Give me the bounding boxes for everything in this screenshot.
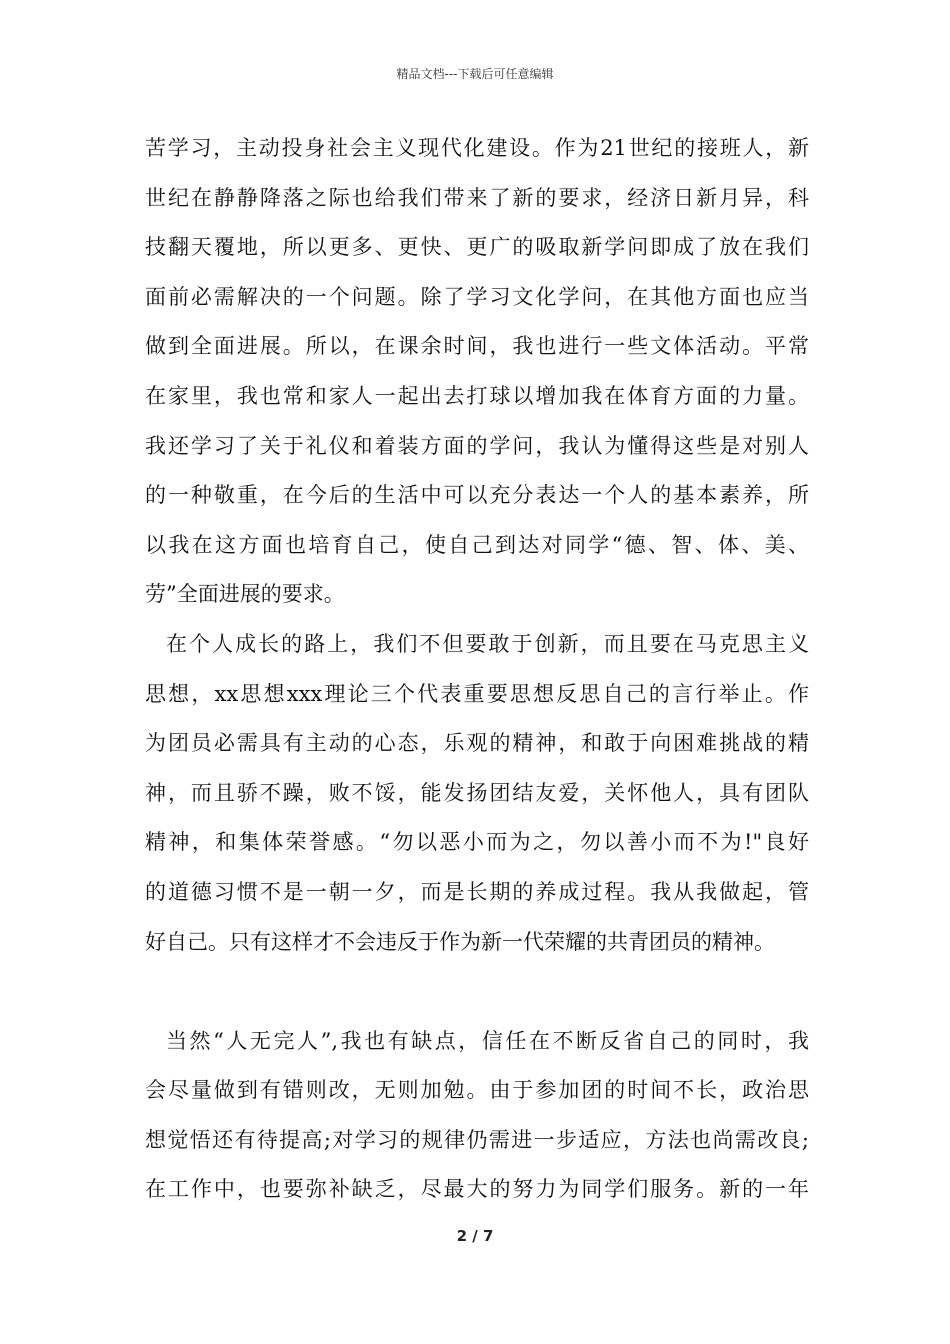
text-line: 面前必需解决的一个问题。除了学习文化学问，在其他方面也应当	[145, 284, 809, 309]
document-body	[145, 124, 809, 1215]
text-line: 当然“人无完人”,我也有缺点，信任在不断反省自己的同时，我	[166, 1028, 809, 1053]
page-number: 2 / 7	[456, 1227, 494, 1245]
paragraph	[145, 620, 809, 967]
text-line: 在家里，我也常和家人一起出去打球以增加我在体育方面的力量。	[145, 383, 809, 408]
text-line: 技翻天覆地，所以更多、更快、更广的吸取新学问即成了放在我们	[145, 235, 809, 260]
text-line: 好自己。只有这样才不会违反于作为新一代荣耀的共青团员的精神。	[145, 929, 775, 954]
text-line: 做到全面进展。所以，在课余时间，我也进行一些文体活动。平常	[145, 334, 809, 359]
text-line: 以我在这方面也培育自己，使自己到达对同学“德、智、体、美、	[145, 532, 809, 557]
text-line: 想觉悟还有待提高;对学习的规律仍需进一步适应，方法也尚需改良;	[145, 1127, 809, 1152]
text-line: 神，而且骄不躁，败不馁，能发扬团结友爱，关怀他人，具有团队	[145, 780, 809, 805]
text-line: 思想，xx思想xxx理论三个代表重要思想反思自己的言行举止。作	[145, 681, 809, 706]
paragraph-spacer	[145, 967, 809, 1017]
text-line: 的道德习惯不是一朝一夕，而是长期的养成过程。我从我做起，管	[145, 879, 809, 904]
text-line: 在工作中，也要弥补缺乏，尽最大的努力为同学们服务。新的一年	[145, 1177, 809, 1202]
text-line: 会尽量做到有错则改，无则加勉。由于参加团的时间不长，政治思	[145, 1078, 809, 1103]
paragraph	[145, 1017, 809, 1215]
text-line: 为团员必需具有主动的心态，乐观的精神，和敢于向困难挑战的精	[145, 731, 809, 756]
text-line: 世纪在静静降落之际也给我们带来了新的要求，经济日新月异，科	[145, 185, 809, 210]
text-line: 我还学习了关于礼仪和着装方面的学问，我认为懂得这些是对别人	[145, 433, 809, 458]
paragraph	[145, 124, 809, 620]
text-line: 劳”全面进展的要求。	[145, 582, 345, 607]
text-line: 在个人成长的路上，我们不但要敢于创新，而且要在马克思主义	[166, 631, 809, 656]
page-header: 精品文档---下载后可任意编辑	[396, 67, 554, 81]
text-line: 的一种敬重，在今后的生活中可以充分表达一个人的基本素养，所	[145, 483, 809, 508]
text-line: 苦学习，主动投身社会主义现代化建设。作为21世纪的接班人，新	[145, 136, 809, 160]
text-line: 精神，和集体荣誉感。“勿以恶小而为之，勿以善小而不为!"良好	[145, 830, 809, 855]
